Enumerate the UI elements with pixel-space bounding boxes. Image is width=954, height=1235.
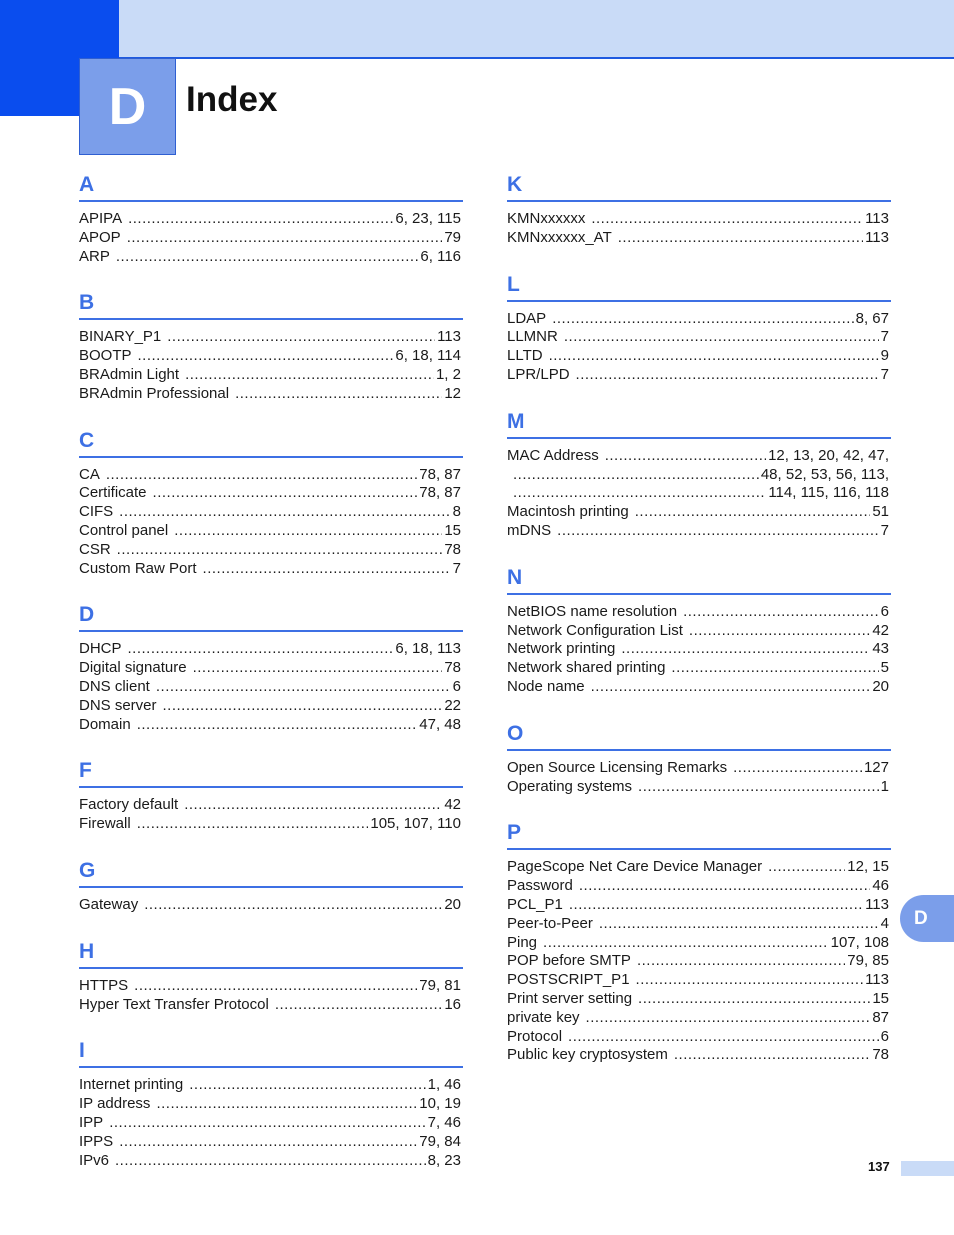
- entry-pages: 107, 108: [830, 933, 889, 951]
- entry-term: Custom Raw Port: [79, 559, 197, 577]
- index-entry: [507, 877, 889, 896]
- entry-pages: 7: [880, 521, 889, 539]
- index-entry: [79, 1114, 461, 1133]
- entry-term: Firewall: [79, 815, 131, 833]
- entry-term: Network shared printing: [507, 659, 666, 677]
- index-section-d: [79, 600, 463, 734]
- entry-term: IPv6: [79, 1151, 110, 1169]
- entry-pages: 12: [444, 384, 461, 402]
- entry-term: CSR: [79, 540, 111, 558]
- index-entry: [507, 229, 889, 248]
- index-entry: [79, 1133, 461, 1152]
- index-section-h: [79, 937, 463, 1015]
- dot-leader: [564, 328, 879, 347]
- index-entry: [79, 796, 461, 815]
- dot-leader: [638, 778, 879, 797]
- index-entry: [79, 366, 461, 385]
- dot-leader: [127, 229, 443, 248]
- chapter-letter: D: [108, 77, 147, 136]
- entry-term: BRAdmin Professional: [79, 384, 230, 402]
- entry-pages: 12, 13, 20, 42, 47,: [768, 446, 889, 464]
- entry-term: Operating systems: [507, 777, 633, 795]
- entry-pages: 42: [444, 796, 461, 814]
- entry-pages: 15: [872, 989, 889, 1007]
- entry-term: IP address: [79, 1095, 151, 1113]
- entry-term: private key: [507, 1008, 580, 1026]
- entry-pages: 51: [872, 503, 889, 521]
- entry-term: Internet printing: [79, 1076, 184, 1094]
- index-entry: [507, 952, 889, 971]
- dot-leader: [605, 447, 766, 466]
- header-band: [0, 0, 954, 58]
- entry-pages: 8: [452, 503, 461, 521]
- index-entry: [79, 640, 461, 659]
- entry-pages: 43: [872, 640, 889, 658]
- index-column-left: [79, 170, 463, 1192]
- index-entry: [507, 522, 889, 541]
- index-entry: [507, 1028, 889, 1047]
- entry-term: mDNS: [507, 521, 552, 539]
- dot-leader: [144, 896, 442, 915]
- dot-leader: [599, 915, 879, 934]
- dot-leader: [733, 759, 862, 778]
- index-entry: [79, 466, 461, 485]
- entry-pages: 48, 52, 53, 56, 113,: [760, 465, 889, 483]
- entry-term: HTTPS: [79, 976, 129, 994]
- dot-leader: [128, 640, 394, 659]
- entry-term: LLMNR: [507, 328, 558, 346]
- entry-term: PCL_P1: [507, 895, 563, 913]
- index-entry: [79, 328, 461, 347]
- dot-leader: [576, 366, 879, 385]
- index-entry: [79, 210, 461, 229]
- chapter-side-tab: [900, 895, 954, 942]
- dot-leader: [116, 248, 419, 267]
- dot-leader: [109, 1114, 425, 1133]
- index-entry: [79, 503, 461, 522]
- index-section-i: [79, 1036, 463, 1170]
- entry-term: IPP: [79, 1113, 104, 1131]
- dot-leader: [618, 229, 863, 248]
- entry-term: LPR/LPD: [507, 365, 570, 383]
- chapter-letter-box: [79, 58, 176, 155]
- index-section-f: [79, 756, 463, 834]
- index-entry: [79, 815, 461, 834]
- entry-pages: 113: [865, 895, 889, 913]
- dot-leader: [134, 977, 417, 996]
- dot-leader: [174, 522, 442, 541]
- index-entry: [79, 716, 461, 735]
- index-entry: [507, 971, 889, 990]
- dot-leader: [552, 310, 853, 329]
- index-entry: [79, 996, 461, 1015]
- entry-term: DNS server: [79, 696, 157, 714]
- entry-pages: 127: [863, 758, 889, 776]
- entry-pages: 6, 18, 113: [395, 640, 461, 658]
- entry-pages: 16: [444, 995, 461, 1013]
- section-letter: H: [79, 937, 463, 969]
- section-letter: D: [79, 600, 463, 632]
- dot-leader: [557, 522, 878, 541]
- entry-term: MAC Address: [507, 446, 599, 464]
- entry-pages: 9: [880, 347, 889, 365]
- index-section-k: [507, 170, 891, 248]
- entry-term: PageScope Net Care Device Manager: [507, 858, 763, 876]
- section-letter: M: [507, 407, 891, 439]
- index-entry: [507, 934, 889, 953]
- entry-term: Hyper Text Transfer Protocol: [79, 995, 269, 1013]
- index-entry: [507, 778, 889, 797]
- dot-leader: [119, 503, 450, 522]
- entry-term: Network Configuration List: [507, 621, 683, 639]
- entry-term: IPPS: [79, 1132, 114, 1150]
- entry-term: Peer-to-Peer: [507, 914, 593, 932]
- entry-term: APOP: [79, 228, 121, 246]
- entry-term: Protocol: [507, 1027, 563, 1045]
- entry-pages: 6, 23, 115: [395, 210, 461, 227]
- entry-pages: 4: [880, 914, 889, 932]
- index-entry: [79, 560, 461, 579]
- entry-pages: 8, 23: [427, 1151, 461, 1169]
- dot-leader: [167, 328, 435, 347]
- index-entry: [79, 1152, 461, 1171]
- entry-term: KMNxxxxxx: [507, 210, 586, 227]
- dot-leader: [203, 560, 451, 579]
- entry-pages: 6, 18, 114: [395, 347, 461, 365]
- index-section-l: [507, 270, 891, 385]
- index-entry: [507, 759, 889, 778]
- dot-leader: [117, 541, 443, 560]
- entry-term: Control panel: [79, 521, 169, 539]
- index-entry: [507, 447, 889, 466]
- entry-pages: 5: [880, 659, 889, 677]
- entry-term: Password: [507, 877, 573, 895]
- index-entry: [79, 1076, 461, 1095]
- header-rule: [119, 57, 954, 59]
- dot-leader: [163, 697, 443, 716]
- entry-term: POP before SMTP: [507, 952, 631, 970]
- entry-pages: 87: [872, 1008, 889, 1026]
- entry-pages: 6: [880, 602, 889, 620]
- entry-pages: 78, 87: [419, 484, 461, 502]
- dot-leader: [156, 1095, 417, 1114]
- entry-term: CIFS: [79, 503, 114, 521]
- entry-pages: 114, 115, 116, 118: [768, 484, 889, 502]
- entry-pages: 113: [865, 228, 889, 246]
- index-entry: [79, 347, 461, 366]
- index-entry: [79, 977, 461, 996]
- entry-term: BOOTP: [79, 347, 132, 365]
- dot-leader: [586, 1009, 871, 1028]
- dot-leader: [569, 896, 863, 915]
- entry-pages: 7: [452, 559, 461, 577]
- index-entry: [507, 858, 889, 877]
- index-entry: [507, 603, 889, 622]
- index-entry: [79, 659, 461, 678]
- index-entry: [507, 366, 889, 385]
- entry-term: Ping: [507, 933, 538, 951]
- section-letter: C: [79, 426, 463, 458]
- entry-pages: 105, 107, 110: [370, 815, 461, 833]
- entry-term: Digital signature: [79, 659, 187, 677]
- index-section-c: [79, 426, 463, 579]
- index-section-a: [79, 170, 463, 266]
- index-entry: [79, 1095, 461, 1114]
- section-letter: B: [79, 288, 463, 320]
- index-section-g: [79, 856, 463, 915]
- entry-term: NetBIOS name resolution: [507, 602, 678, 620]
- index-section-b: [79, 288, 463, 403]
- dot-leader: [128, 210, 393, 229]
- page-number: 137: [868, 1159, 890, 1174]
- dot-leader: [621, 640, 870, 659]
- dot-leader: [137, 716, 418, 735]
- section-letter: A: [79, 170, 463, 202]
- entry-term: BRAdmin Light: [79, 365, 180, 383]
- index-section-n: [507, 563, 891, 697]
- dot-leader: [683, 603, 879, 622]
- entry-term: Factory default: [79, 796, 179, 814]
- index-entry: [507, 1046, 889, 1065]
- entry-pages: 7: [880, 365, 889, 383]
- index-entry: [507, 640, 889, 659]
- section-letter: G: [79, 856, 463, 888]
- entry-pages: 79, 81: [419, 976, 461, 994]
- dot-leader: [674, 1046, 870, 1065]
- section-letter: I: [79, 1036, 463, 1068]
- section-letter: P: [507, 818, 891, 850]
- entry-term: Macintosh printing: [507, 503, 629, 521]
- entry-pages: 1, 46: [427, 1076, 461, 1094]
- page-title: Index: [186, 80, 278, 119]
- entry-pages: 113: [437, 328, 461, 346]
- entry-pages: 6, 116: [420, 247, 461, 265]
- entry-pages: 6: [880, 1027, 889, 1045]
- section-letter: F: [79, 756, 463, 788]
- entry-pages: 47, 48: [419, 715, 461, 733]
- index-column-right: [507, 170, 891, 1087]
- entry-term: DHCP: [79, 640, 122, 658]
- dot-leader: [568, 1028, 879, 1047]
- entry-pages: 46: [872, 877, 889, 895]
- dot-leader: [156, 678, 451, 697]
- index-entry: [507, 678, 889, 697]
- entry-pages: 20: [872, 677, 889, 695]
- entry-term: Public key cryptosystem: [507, 1046, 668, 1064]
- section-letter: K: [507, 170, 891, 202]
- entry-pages: 79, 84: [419, 1132, 461, 1150]
- dot-leader: [768, 858, 845, 877]
- dot-leader: [193, 659, 443, 678]
- dot-leader: [119, 1133, 417, 1152]
- entry-term: DNS client: [79, 677, 150, 695]
- dot-leader: [275, 996, 443, 1015]
- dot-leader: [591, 210, 863, 229]
- index-entry: [79, 896, 461, 915]
- section-letter: L: [507, 270, 891, 302]
- entry-pages: 78: [444, 540, 461, 558]
- entry-term: Node name: [507, 677, 585, 695]
- dot-leader: [106, 466, 417, 485]
- dot-leader: [513, 484, 766, 503]
- index-entry: [507, 310, 889, 329]
- entry-pages: 79: [444, 228, 461, 246]
- entry-pages: 1: [880, 777, 889, 795]
- side-tab-letter: D: [914, 907, 928, 929]
- entry-term: LDAP: [507, 309, 547, 327]
- entry-pages: 10, 19: [419, 1095, 461, 1113]
- index-entry: [507, 896, 889, 915]
- entry-term: APIPA: [79, 210, 123, 227]
- entry-term: Open Source Licensing Remarks: [507, 758, 728, 776]
- dot-leader: [138, 347, 394, 366]
- index-entry: [507, 1009, 889, 1028]
- index-entry: [79, 229, 461, 248]
- entry-term: LLTD: [507, 347, 543, 365]
- dot-leader: [185, 366, 434, 385]
- dot-leader: [115, 1152, 426, 1171]
- entry-term: KMNxxxxxx_AT: [507, 228, 612, 246]
- entry-pages: 113: [865, 210, 889, 227]
- dot-leader: [549, 347, 879, 366]
- entry-pages: 79, 85: [847, 952, 889, 970]
- entry-pages: 12, 15: [847, 858, 889, 876]
- index-entry: [507, 328, 889, 347]
- entry-pages: 7: [880, 328, 889, 346]
- dot-leader: [513, 466, 759, 485]
- index-entry-continued: [507, 466, 889, 485]
- dot-leader: [635, 503, 871, 522]
- entry-pages: 15: [444, 521, 461, 539]
- entry-pages: 20: [444, 895, 461, 913]
- index-entry-continued: [507, 484, 889, 503]
- entry-pages: 1, 2: [435, 365, 461, 383]
- entry-pages: 113: [865, 971, 889, 989]
- entry-term: POSTSCRIPT_P1: [507, 971, 630, 989]
- index-entry: [79, 385, 461, 404]
- index-entry: [507, 990, 889, 1009]
- entry-term: Domain: [79, 715, 131, 733]
- entry-term: Network printing: [507, 640, 616, 658]
- dot-leader: [636, 971, 864, 990]
- index-entry: [507, 659, 889, 678]
- index-section-p: [507, 818, 891, 1065]
- entry-pages: 6: [452, 677, 461, 695]
- section-letter: O: [507, 719, 891, 751]
- index-entry: [79, 697, 461, 716]
- entry-term: Certificate: [79, 484, 147, 502]
- entry-term: BINARY_P1: [79, 328, 162, 346]
- index-entry: [507, 347, 889, 366]
- dot-leader: [189, 1076, 425, 1095]
- dot-leader: [579, 877, 870, 896]
- dot-leader: [689, 622, 870, 641]
- entry-pages: 8, 67: [855, 309, 889, 327]
- index-section-m: [507, 407, 891, 541]
- index-entry: [79, 248, 461, 267]
- index-entry: [507, 210, 889, 229]
- entry-term: CA: [79, 465, 100, 483]
- dot-leader: [235, 385, 442, 404]
- entry-pages: 42: [872, 621, 889, 639]
- index-entry: [79, 541, 461, 560]
- dot-leader: [638, 990, 870, 1009]
- entry-pages: 22: [444, 696, 461, 714]
- section-letter: N: [507, 563, 891, 595]
- entry-pages: 78, 87: [419, 465, 461, 483]
- index-entry: [507, 622, 889, 641]
- entry-pages: 78: [444, 659, 461, 677]
- index-entry: [507, 915, 889, 934]
- index-entry: [507, 503, 889, 522]
- entry-pages: 7, 46: [427, 1113, 461, 1131]
- entry-pages: 78: [872, 1046, 889, 1064]
- entry-term: Print server setting: [507, 989, 633, 1007]
- page-number-bar: [901, 1161, 954, 1176]
- index-entry: [79, 522, 461, 541]
- dot-leader: [153, 484, 418, 503]
- dot-leader: [137, 815, 369, 834]
- index-entry: [79, 678, 461, 697]
- index-section-o: [507, 719, 891, 797]
- dot-leader: [671, 659, 878, 678]
- dot-leader: [184, 796, 442, 815]
- entry-term: ARP: [79, 247, 110, 265]
- dot-leader: [637, 952, 845, 971]
- index-entry: [79, 484, 461, 503]
- entry-term: Gateway: [79, 895, 139, 913]
- dot-leader: [591, 678, 871, 697]
- dot-leader: [543, 934, 829, 953]
